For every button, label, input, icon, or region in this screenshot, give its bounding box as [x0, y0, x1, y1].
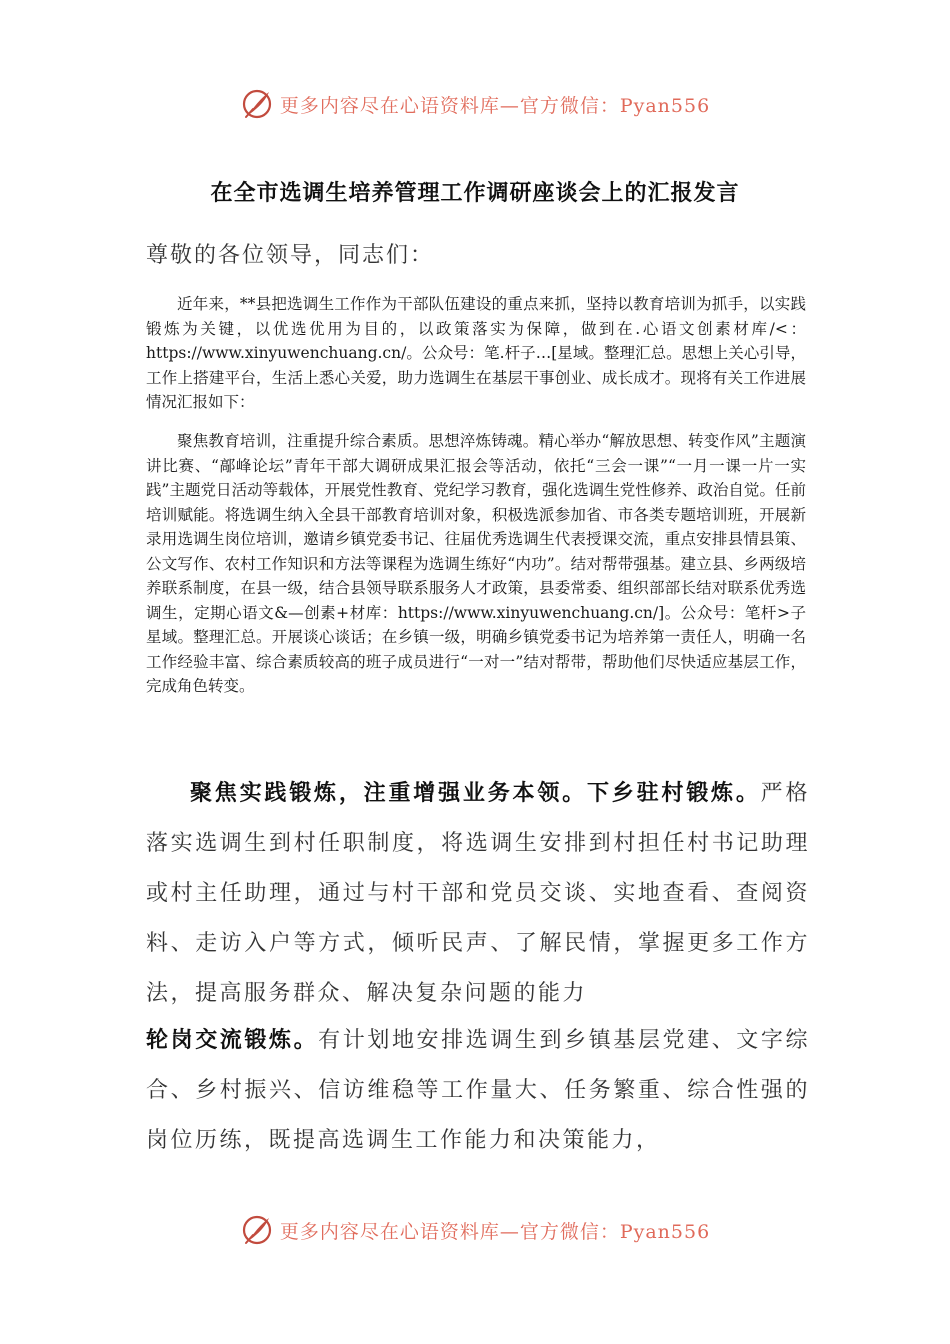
practice-section	[146, 768, 810, 1019]
practice-section-body: 严格落实选调生到村任职制度，将选调生安排到村担任村书记助理或村主任助理，通过与村干部和党员交谈、实地查看、查阅资料、走访入户等方式，倾听民声、了解民情，掌握更多工作方法，提高服务群众、解决复杂问题的能力	[146, 781, 810, 1006]
header-banner	[0, 84, 950, 124]
practice-section-heading: 聚焦实践锻炼，注重增强业务本领。下乡驻村锻炼。	[190, 780, 761, 806]
footer-banner	[0, 1210, 950, 1250]
greeting: 尊敬的各位领导，同志们：	[146, 243, 435, 268]
feather-pen-logo-icon	[240, 1213, 274, 1247]
banner-text: 更多内容尽在心语资料库—官方微信：Pyan556	[279, 1220, 711, 1243]
rotation-section-heading: 轮岗交流锻炼。	[146, 1027, 319, 1053]
rotation-section	[146, 1015, 810, 1166]
rotation-section-body: 有计划地安排选调生到乡镇基层党建、文字综合、乡村振兴、信访维稳等工作量大、任务繁重、综合性强的岗位历练，既提高选调生工作能力和决策能力，	[146, 1028, 810, 1153]
intro-paragraph: 近年来，**县把选调生工作作为干部队伍建设的重点来抓，坚持以教育培训为抓手，以实践锻炼为关键，以优选优用为目的，以政策落实为保障，做到在.心语文创素材库/<：https://www.xinyuwenchuang.cn/。公众号：笔.杆子…[星域。整理汇总。思想上关心引导，工作上搭建平台，生活上悉心关爱，助力选调生在基层干事创业、成长成才。现将有关工作进展情况汇报如下：	[146, 295, 806, 411]
page-title: 在全市选调生培养管理工作调研座谈会上的汇报发言	[210, 180, 740, 206]
banner-text: 更多内容尽在心语资料库—官方微信：Pyan556	[279, 94, 711, 117]
feather-pen-logo-icon	[240, 87, 274, 121]
education-training-paragraph: 聚焦教育培训，注重提升综合素质。思想淬炼铸魂。精心举办“解放思想、转变作风”主题演讲比赛、“鄗峰论坛”青年干部大调研成果汇报会等活动，依托“三会一课”“一月一课一片一实践”主题党日活动等载体，开展党性教育、党纪学习教育，强化选调生党性修养、政治自觉。任前培训赋能。将选调生纳入全县干部教育培训对象，积极选派参加省、市各类专题培训班，开展新录用选调生岗位培训，邀请乡镇党委书记、往届优秀选调生代表授课交流，重点安排县情县策、公文写作、农村工作知识和方法等课程为选调生练好“内功”。结对帮带强基。建立县、乡两级培养联系制度，在县一级，结合县领导联系服务人才政策，县委常委、组织部部长结对联系优秀选调生，定期心语文&—创素+材库：https://www.xinyuwenchuang.cn/]。公众号：笔杆>子星域。整理汇总。开展谈心谈话；在乡镇一级，明确乡镇党委书记为培养第一责任人，明确一名工作经验丰富、综合素质较高的班子成员进行“一对一”结对帮带，帮助他们尽快适应基层工作，完成角色转变。	[146, 432, 806, 695]
